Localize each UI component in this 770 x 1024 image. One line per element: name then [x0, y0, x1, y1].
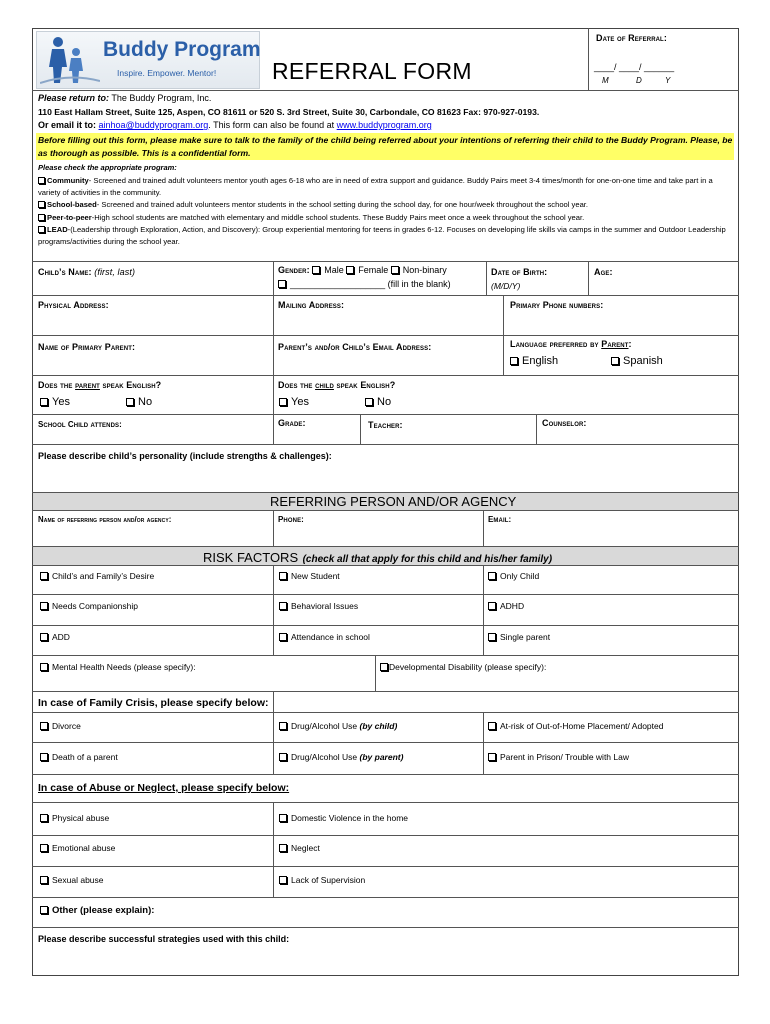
return-email-link[interactable]: ainhoa@buddyprogram.org: [98, 120, 209, 130]
notice-text: Before filling out this form, please make sure to talk to the family of the child being referred about your intentions of referring their child to the Buddy Program. Please, be as thorough as possible. This is a confidential form.: [38, 135, 733, 158]
email-after: . This form can also be found at: [208, 120, 335, 130]
program-desc: -(Leadership through Exploration, Action, and Discovery): Group experiential mentoring for teens in grades 6-12. Focuses on developing life skills via camps in the summer and Outdoor Leadership programs/activities during the school year.: [38, 224, 726, 247]
crisis-drug-child[interactable]: Drug/Alcohol Use (by child): [279, 721, 397, 731]
program-school-based: [38, 199, 732, 211]
risk-mental-health[interactable]: Mental Health Needs (please specify):: [40, 662, 196, 672]
referring-email-label[interactable]: Email:: [488, 515, 512, 524]
age-label[interactable]: Age:: [594, 267, 613, 277]
child-name-label[interactable]: Child’s Name: (first, last): [38, 267, 136, 277]
dob-hint: (M/D/Y): [491, 281, 521, 291]
crisis-at-risk[interactable]: At-risk of Out-of-Home Placement/ Adopted: [488, 721, 663, 731]
logo: [36, 31, 260, 89]
risk-only-child[interactable]: Only Child: [488, 571, 539, 581]
crisis-heading: In case of Family Crisis, please specify below:: [38, 697, 269, 709]
abuse-physical[interactable]: Physical abuse: [40, 813, 109, 823]
language-spanish-option[interactable]: Spanish: [611, 355, 663, 367]
risk-add[interactable]: ADD: [40, 632, 70, 642]
date-d: D: [636, 76, 642, 85]
grade-label[interactable]: Grade:: [278, 418, 306, 428]
abuse-domestic[interactable]: Domestic Violence in the home: [279, 813, 408, 823]
program-lead: [38, 224, 732, 248]
crisis-prison[interactable]: Parent in Prison/ Trouble with Law: [488, 752, 629, 762]
program-peer: [38, 212, 732, 224]
date-y: Y: [665, 76, 671, 85]
program-desc: - Screened and trained adult volunteers mentor youth ages 6-18 who are in need of extra support and guidance. Buddy Pairs meet 3-4 times/month for one-on-one time and take part in a variety of activities in the community.: [38, 176, 713, 198]
programs-heading: Please check the appropriate program:: [38, 163, 177, 172]
program-peer-checkbox[interactable]: [38, 214, 45, 221]
crisis-divorce[interactable]: Divorce: [40, 721, 81, 731]
return-org: The Buddy Program, Inc.: [111, 93, 212, 103]
primary-parent-label[interactable]: Name of Primary Parent:: [38, 342, 136, 352]
other-explain[interactable]: Other (please explain):: [40, 905, 154, 916]
return-line-3: [38, 120, 432, 130]
abuse-emotional[interactable]: Emotional abuse: [40, 843, 115, 853]
risk-desire[interactable]: Child’s and Family’s Desire: [40, 571, 154, 581]
child-english-yes[interactable]: Yes: [279, 396, 309, 408]
parent-english-question: Does the parent speak English?: [38, 380, 162, 390]
teacher-label[interactable]: Teacher:: [368, 420, 403, 430]
program-lead-checkbox[interactable]: [38, 226, 45, 233]
phone-numbers-label[interactable]: Primary Phone numbers:: [510, 300, 604, 310]
abuse-heading: In case of Abuse or Neglect, please specify below:: [38, 782, 290, 794]
return-line-1: [38, 93, 211, 103]
return-label: Please return to:: [38, 93, 110, 103]
date-of-referral-label: Date of Referral:: [596, 33, 667, 43]
crisis-drug-parent[interactable]: Drug/Alcohol Use (by parent): [279, 752, 403, 762]
risk-single-parent[interactable]: Single parent: [488, 632, 550, 642]
gender-male-checkbox[interactable]: [312, 266, 320, 274]
abuse-neglect[interactable]: Neglect: [279, 843, 320, 853]
risk-adhd[interactable]: ADHD: [488, 601, 524, 611]
risk-behavioral[interactable]: Behavioral Issues: [279, 601, 358, 611]
gender-field: Gender: Male Female Non-binary: [278, 265, 447, 275]
email-label: Or email it to:: [38, 120, 97, 130]
program-desc: -High school students are matched with elementary and middle school students. These Buddy Pairs meet once a week throughout the school year.: [91, 212, 585, 222]
program-desc: - Screened and trained adult volunteers mentor students in the school setting during the school day, for one hour/week throughout the school year.: [96, 200, 589, 210]
program-name: School-based: [47, 200, 97, 210]
risk-developmental[interactable]: Developmental Disability (please specify):: [380, 662, 546, 672]
school-label[interactable]: School Child attends:: [38, 420, 122, 429]
program-school-checkbox[interactable]: [38, 201, 45, 208]
program-name: Community: [47, 176, 89, 185]
program-name: LEAD: [47, 224, 68, 234]
date-of-referral-field[interactable]: ____/ ____/ ______: [594, 62, 675, 72]
physical-address-label[interactable]: Physical Address:: [38, 300, 109, 310]
abuse-supervision[interactable]: Lack of Supervision: [279, 875, 365, 885]
dob-label[interactable]: Date of Birth:: [491, 267, 548, 277]
child-english-no[interactable]: No: [365, 396, 391, 408]
parent-english-yes[interactable]: Yes: [40, 396, 70, 408]
counselor-label[interactable]: Counselor:: [542, 418, 587, 428]
page-title: REFERRAL FORM: [272, 58, 472, 84]
language-label: Language preferred by Parent:: [510, 339, 632, 349]
abuse-sexual[interactable]: Sexual abuse: [40, 875, 104, 885]
crisis-death[interactable]: Death of a parent: [40, 752, 118, 762]
gender-other-field[interactable]: ___________________ (fill in the blank): [278, 279, 451, 289]
date-m: M: [602, 76, 609, 85]
gender-female-checkbox[interactable]: [346, 266, 354, 274]
logo-tagline: Inspire. Empower. Mentor!: [117, 68, 217, 78]
referring-name-label[interactable]: Name of referring person and/or agency:: [38, 515, 172, 524]
gender-nonbinary-checkbox[interactable]: [391, 266, 399, 274]
language-english-option[interactable]: English: [510, 355, 558, 367]
personality-label[interactable]: Please describe child’s personality (include strengths & challenges):: [38, 451, 332, 461]
risk-heading: RISK FACTORS (check all that apply for this child and his/her family): [203, 550, 553, 565]
program-community-checkbox[interactable]: [38, 177, 45, 184]
risk-companionship[interactable]: Needs Companionship: [40, 601, 138, 611]
mailing-address-label[interactable]: Mailing Address:: [278, 300, 345, 310]
parent-english-no[interactable]: No: [126, 396, 152, 408]
risk-attendance[interactable]: Attendance in school: [279, 632, 370, 642]
referring-heading: REFERRING PERSON AND/OR AGENCY: [270, 494, 517, 509]
logo-figures-icon: [40, 33, 100, 87]
child-english-question: Does the child speak English?: [278, 380, 396, 390]
program-name: Peer-to-peer: [47, 212, 92, 222]
referring-phone-label[interactable]: Phone:: [278, 515, 304, 524]
return-address: 110 East Hallam Street, Suite 125, Aspen, CO 81611 or 520 S. 3rd Street, Suite 30, Carbondale, CO 81623 Fax: 970-927-0193.: [38, 107, 540, 117]
email-address-label[interactable]: Parent’s and/or Child’s Email Address:: [278, 342, 432, 352]
strategies-label[interactable]: Please describe successful strategies used with this child:: [38, 934, 290, 944]
programs-list: [38, 175, 732, 248]
program-community: [38, 175, 732, 199]
logo-name: Buddy Program: [103, 38, 261, 61]
website-link[interactable]: www.buddyprogram.org: [336, 120, 432, 130]
risk-new-student[interactable]: New Student: [279, 571, 340, 581]
